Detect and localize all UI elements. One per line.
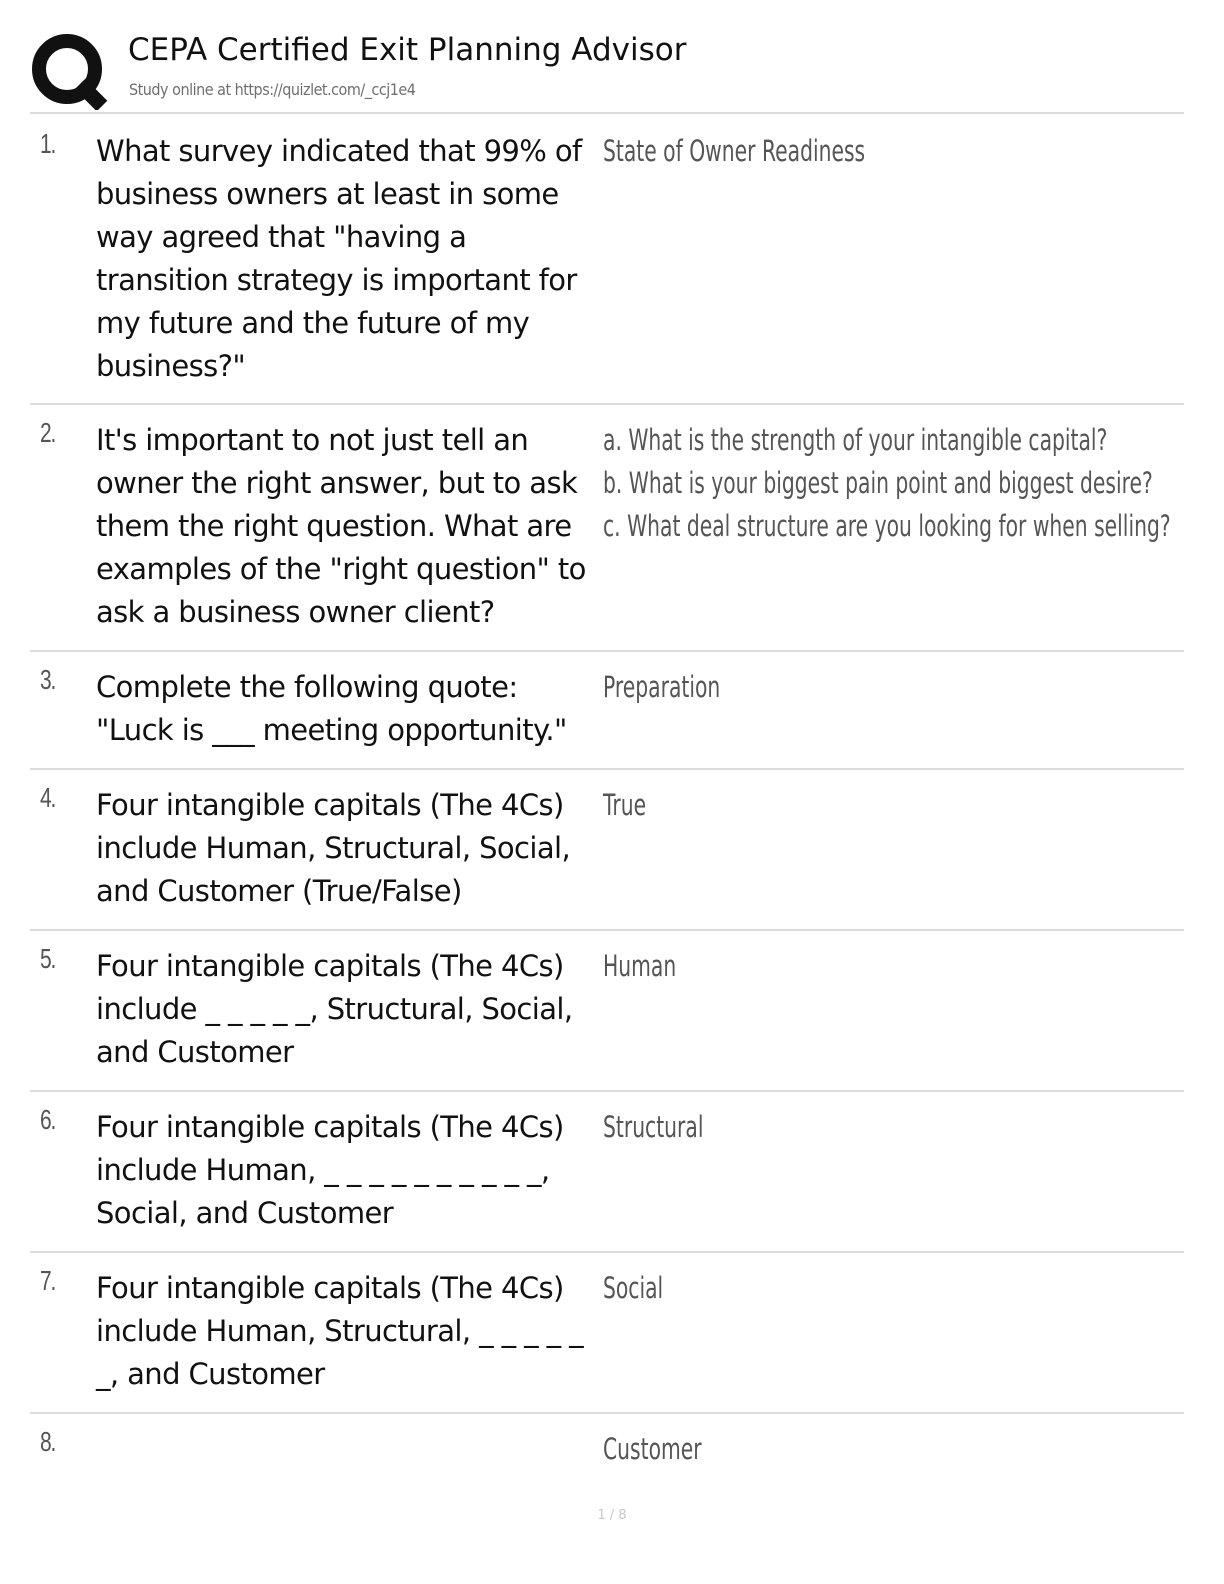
answer-line: Social (603, 1271, 664, 1305)
answer-line: a. What is the strength of your intangible capital? (603, 423, 1108, 457)
flashcard-row (30, 770, 1184, 931)
card-answer (603, 130, 865, 173)
answer-line: Preparation (603, 670, 721, 704)
quizlet-logo-icon (30, 32, 108, 110)
flashcard-row (30, 116, 1184, 405)
card-answer (603, 945, 676, 988)
study-online-link[interactable]: Study online at https://quizlet.com/_ccj1e4 (129, 80, 416, 99)
card-number: 2. (40, 417, 56, 448)
card-number: 3. (40, 664, 56, 695)
card-question: Four intangible capitals (The 4Cs) include Human, Structural, Social, and Customer (True/False) (96, 788, 571, 908)
card-question: Four intangible capitals (The 4Cs) include _ _ _ _ _, Structural, Social, and Customer (96, 949, 573, 1069)
card-question: Four intangible capitals (The 4Cs) include Human, Structural, _ _ _ _ _ _, and Customer (96, 1271, 584, 1391)
card-question: Four intangible capitals (The 4Cs) include Human, _ _ _ _ _ _ _ _ _ _, Social, and Customer (96, 1110, 564, 1230)
flashcard-row (30, 1253, 1184, 1414)
card-question: Complete the following quote: "Luck is ___ meeting opportunity." (96, 670, 567, 747)
flashcard-row (30, 931, 1184, 1092)
page-number: 1 / 8 (597, 1508, 627, 1523)
card-question: What survey indicated that 99% of business owners at least in some way agreed that "having a transition strategy is important for my future and the future of my business?" (96, 134, 582, 383)
card-number: 4. (40, 782, 56, 813)
card-answer (603, 1267, 663, 1310)
answer-line: Structural (603, 1110, 704, 1144)
card-answer (603, 784, 646, 827)
card-number: 7. (40, 1265, 56, 1296)
flashcard-row (30, 1414, 1184, 1494)
page-header (30, 28, 1184, 114)
card-number: 8. (40, 1426, 56, 1457)
card-answer (603, 1106, 703, 1149)
answer-line: State of Owner Readiness (603, 134, 866, 168)
flashcard-row (30, 652, 1184, 770)
card-question: It's important to not just tell an owner the right answer, but to ask them the right question. What are examples of the "right question" to ask a business owner client? (96, 423, 586, 629)
answer-line: True (603, 788, 647, 822)
answer-line: Human (603, 949, 677, 983)
flashcard-row (30, 405, 1184, 652)
card-answer (603, 419, 1171, 548)
answer-line: c. What deal structure are you looking for when selling? (603, 509, 1171, 543)
answer-line: Customer (603, 1432, 702, 1466)
card-number: 6. (40, 1104, 56, 1135)
page-title: CEPA Certified Exit Planning Advisor (128, 32, 687, 68)
flashcard-row (30, 1092, 1184, 1253)
card-number: 5. (40, 943, 56, 974)
card-answer (603, 666, 720, 709)
card-number: 1. (40, 128, 56, 159)
answer-line: b. What is your biggest pain point and biggest desire? (603, 466, 1153, 500)
card-answer (603, 1428, 702, 1471)
